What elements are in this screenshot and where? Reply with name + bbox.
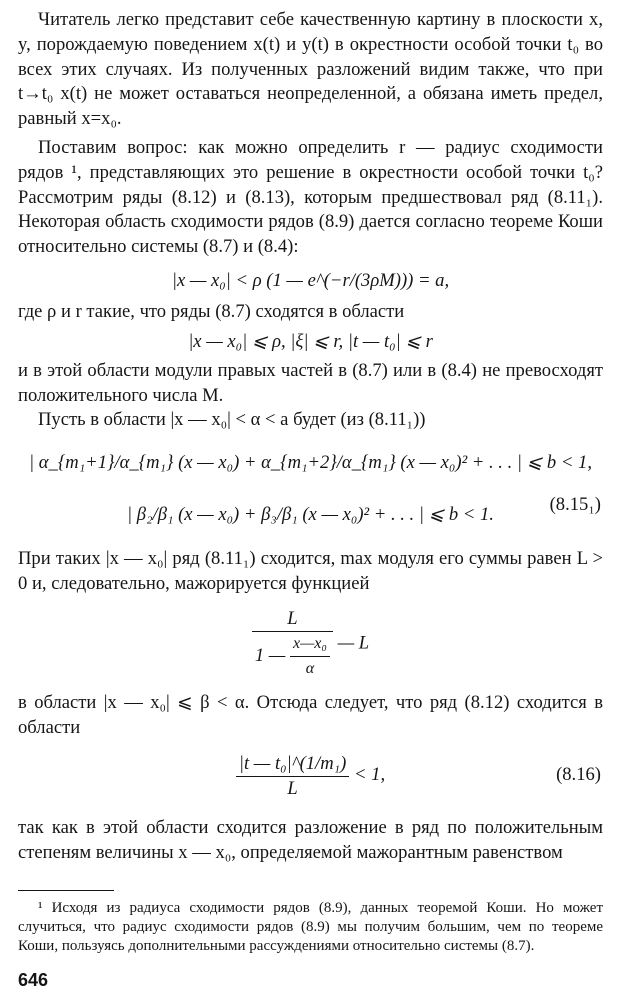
paragraph-5: Пусть в области |x — x₀| < α < a будет (из (8.11₁)) [38,409,426,431]
paragraph-7: в области |x — x₀| ⩽ β < α. Отсюда следует, что ряд (8.12) сходится в области [18,691,603,738]
equation-tag-8-15: (8.15₁) [549,494,601,516]
equation-tag-8-16: (8.16) [556,764,601,786]
formula-majorant: L 1 — $\frac{\text{x—x₀}}{\alpha}$ — L [18,607,603,681]
formula-t-region: $\frac{\text{|t — t₀|\textasciicircum{}(1/m₁)}}{L}$ < 1, (8.16) [18,750,603,808]
page-number: 646 [18,970,49,990]
page-content [18,8,603,956]
paragraph-6: При таких |x — x₀| ряд (8.11₁) сходится, max модуля его суммы равен L > 0 и, следовательно, мажорируется функцией [18,548,603,594]
paragraph-2: Поставим вопрос: как можно определить r — радиус сходимости рядов ¹, представляющих это решение в окрестности особой точки t₀? Рассмотрим ряды (8.12) и (8.13), которым предшествовал ряд (8.11₁). Некоторая область сходимости рядов (8.9) дается согласно теореме Коши относительно системы (8.7) и (8.4): [18,136,603,258]
paragraph-8: так как в этой области сходится разложение в ряд по положительным степеням величины x — x₀, определяемой мажорантным равенством [18,817,603,864]
footnote: ¹ Исходя из радиуса сходимости рядов (8.9), данных теоремой Коши. Но может случиться, что радиус сходимости рядов (8.9) мы получим большим, чем по теореме Коши, пользуясь дополнительными рассуждениями относительно системы (8.7). [18,899,603,954]
footnote-divider [18,890,114,891]
paragraph-4: и в этой области модули правых частей в (8.7) или в (8.4) не превосходят положительного числа M. [18,359,603,406]
formula-alpha-series: | α_{m₁+1}/α_{m₁} (x — x₀) + α_{m₁+2}/α_{m₁} (x — x₀)² + . . . | ⩽ b < 1, [29,452,592,474]
paragraph-3: где ρ и r такие, что ряды (8.7) сходятся в области [18,300,405,322]
formula-region: |x — x₀| ⩽ ρ, |ξ| ⩽ r, |t — t₀| ⩽ r [188,330,433,352]
formula-beta-series: | β₂/β₁ (x — x₀) + β₃/β₁ (x — x₀)² + . . . | ⩽ b < 1. (8.15₁) [18,489,603,541]
formula-radius: |x — x₀| < ρ (1 — e^(−r/(3ρM))) = a, [171,269,450,291]
paragraph-1: Читатель легко представит себе качественную картину в плоскости x, y, порождаемую поведением x(t) и y(t) в окрестности особой точки t₀ во всех этих случаях. Из полученных разложений видим также, что при t→t₀ x(t) не может оставаться неопределенной, а обязана иметь предел, равный x=x₀. [18,9,603,130]
